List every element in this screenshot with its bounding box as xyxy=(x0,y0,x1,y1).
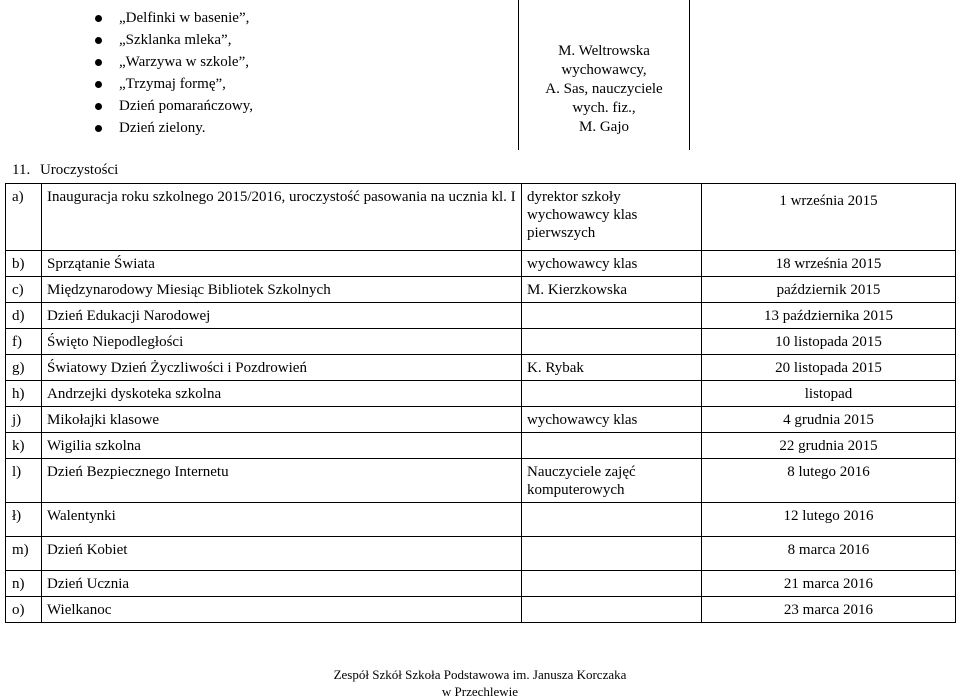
row-label: b) xyxy=(6,251,42,277)
row-label: a) xyxy=(6,184,42,251)
table-row xyxy=(6,459,956,503)
row-label: m) xyxy=(6,537,42,571)
bullet-icon xyxy=(95,125,102,132)
row-label: g) xyxy=(6,355,42,381)
row-event: Światowy Dzień Życzliwości i Pozdrowień xyxy=(42,355,522,381)
row-date: 10 listopada 2015 xyxy=(702,329,956,355)
row-date: październik 2015 xyxy=(702,277,956,303)
responsible-text: M. Weltrowska wychowawcy, A. Sas, nauczyciele wych. fiz., M. Gajo xyxy=(545,43,663,135)
row-responsible: M. Kierzkowska xyxy=(522,277,702,303)
table-row xyxy=(6,251,956,277)
program-list xyxy=(95,7,253,139)
bullet-icon xyxy=(95,103,102,110)
table-row xyxy=(6,355,956,381)
row-event: Mikołajki klasowe xyxy=(42,407,522,433)
row-event: Dzień Ucznia xyxy=(42,571,522,597)
row-label: o) xyxy=(6,597,42,623)
table-row xyxy=(6,381,956,407)
section-heading xyxy=(12,162,118,179)
bullet-icon xyxy=(95,59,102,66)
row-label: h) xyxy=(6,381,42,407)
top-date-cell xyxy=(689,0,955,150)
table-row xyxy=(6,407,956,433)
row-date: 12 lutego 2016 xyxy=(702,503,956,537)
list-item: „Trzymaj formę”, xyxy=(95,73,253,95)
row-date: listopad xyxy=(702,381,956,407)
row-date: 8 lutego 2016 xyxy=(702,459,956,503)
table-row xyxy=(6,184,956,251)
row-label: j) xyxy=(6,407,42,433)
bullet-icon xyxy=(95,81,102,88)
row-label: n) xyxy=(6,571,42,597)
row-responsible: wychowawcy klas xyxy=(522,251,702,277)
row-date: 8 marca 2016 xyxy=(702,537,956,571)
top-event-cell xyxy=(5,0,517,150)
page-footer: Zespół Szkół Szkoła Podstawowa im. Janusza Korczaka w Przechlewie xyxy=(333,667,627,699)
row-responsible xyxy=(522,597,702,623)
table-row xyxy=(6,537,956,571)
table-row xyxy=(6,433,956,459)
row-date: 4 grudnia 2015 xyxy=(702,407,956,433)
table-row xyxy=(6,597,956,623)
row-event: Wielkanoc xyxy=(42,597,522,623)
row-responsible xyxy=(522,303,702,329)
row-label: k) xyxy=(6,433,42,459)
row-event: Inauguracja roku szkolnego 2015/2016, uroczystość pasowania na uczniа kl. I xyxy=(42,184,522,251)
row-event: Andrzejki dyskoteka szkolna xyxy=(42,381,522,407)
row-label: ł) xyxy=(6,503,42,537)
top-responsible-cell xyxy=(518,0,690,150)
table-row xyxy=(6,277,956,303)
row-responsible: wychowawcy klas xyxy=(522,407,702,433)
row-event: Walentynki xyxy=(42,503,522,537)
row-date: 20 listopada 2015 xyxy=(702,355,956,381)
events-table xyxy=(5,183,956,623)
list-item: Dzień pomarańczowy, xyxy=(95,95,253,117)
row-label: l) xyxy=(6,459,42,503)
section-number: 11. xyxy=(12,162,31,178)
row-responsible xyxy=(522,503,702,537)
row-event: Dzień Kobiet xyxy=(42,537,522,571)
row-event: Międzynarodowy Miesiąc Bibliotek Szkolnych xyxy=(42,277,522,303)
row-event: Święto Niepodległości xyxy=(42,329,522,355)
row-responsible: Nauczyciele zajęć komputerowych xyxy=(522,459,702,503)
row-responsible xyxy=(522,329,702,355)
bullet-icon xyxy=(95,37,102,44)
row-label: f) xyxy=(6,329,42,355)
row-date: 22 grudnia 2015 xyxy=(702,433,956,459)
list-item: „Szklanka mleka”, xyxy=(95,29,253,51)
row-date: 23 marca 2016 xyxy=(702,597,956,623)
row-label: c) xyxy=(6,277,42,303)
row-date: 13 października 2015 xyxy=(702,303,956,329)
row-responsible xyxy=(522,537,702,571)
row-responsible: dyrektor szkoły wychowawcy klas pierwszych xyxy=(522,184,702,251)
list-item: „Warzywa w szkole”, xyxy=(95,51,253,73)
table-row xyxy=(6,303,956,329)
row-label: d) xyxy=(6,303,42,329)
row-date: 21 marca 2016 xyxy=(702,571,956,597)
table-row xyxy=(6,329,956,355)
row-event: Dzień Bezpiecznego Internetu xyxy=(42,459,522,503)
row-event: Wigilia szkolna xyxy=(42,433,522,459)
row-responsible xyxy=(522,433,702,459)
row-event: Sprzątanie Świata xyxy=(42,251,522,277)
list-item: „Delfinki w basenie”, xyxy=(95,7,253,29)
list-item: Dzień zielony. xyxy=(95,117,253,139)
row-responsible xyxy=(522,381,702,407)
table-row xyxy=(6,503,956,537)
row-responsible xyxy=(522,571,702,597)
row-date: 18 września 2015 xyxy=(702,251,956,277)
row-event: Dzień Edukacji Narodowej xyxy=(42,303,522,329)
top-block xyxy=(5,0,955,150)
row-responsible: K. Rybak xyxy=(522,355,702,381)
table-row xyxy=(6,571,956,597)
section-title: Uroczystości xyxy=(39,162,119,178)
bullet-icon xyxy=(95,15,102,22)
row-date: 1 września 2015 xyxy=(702,184,956,251)
